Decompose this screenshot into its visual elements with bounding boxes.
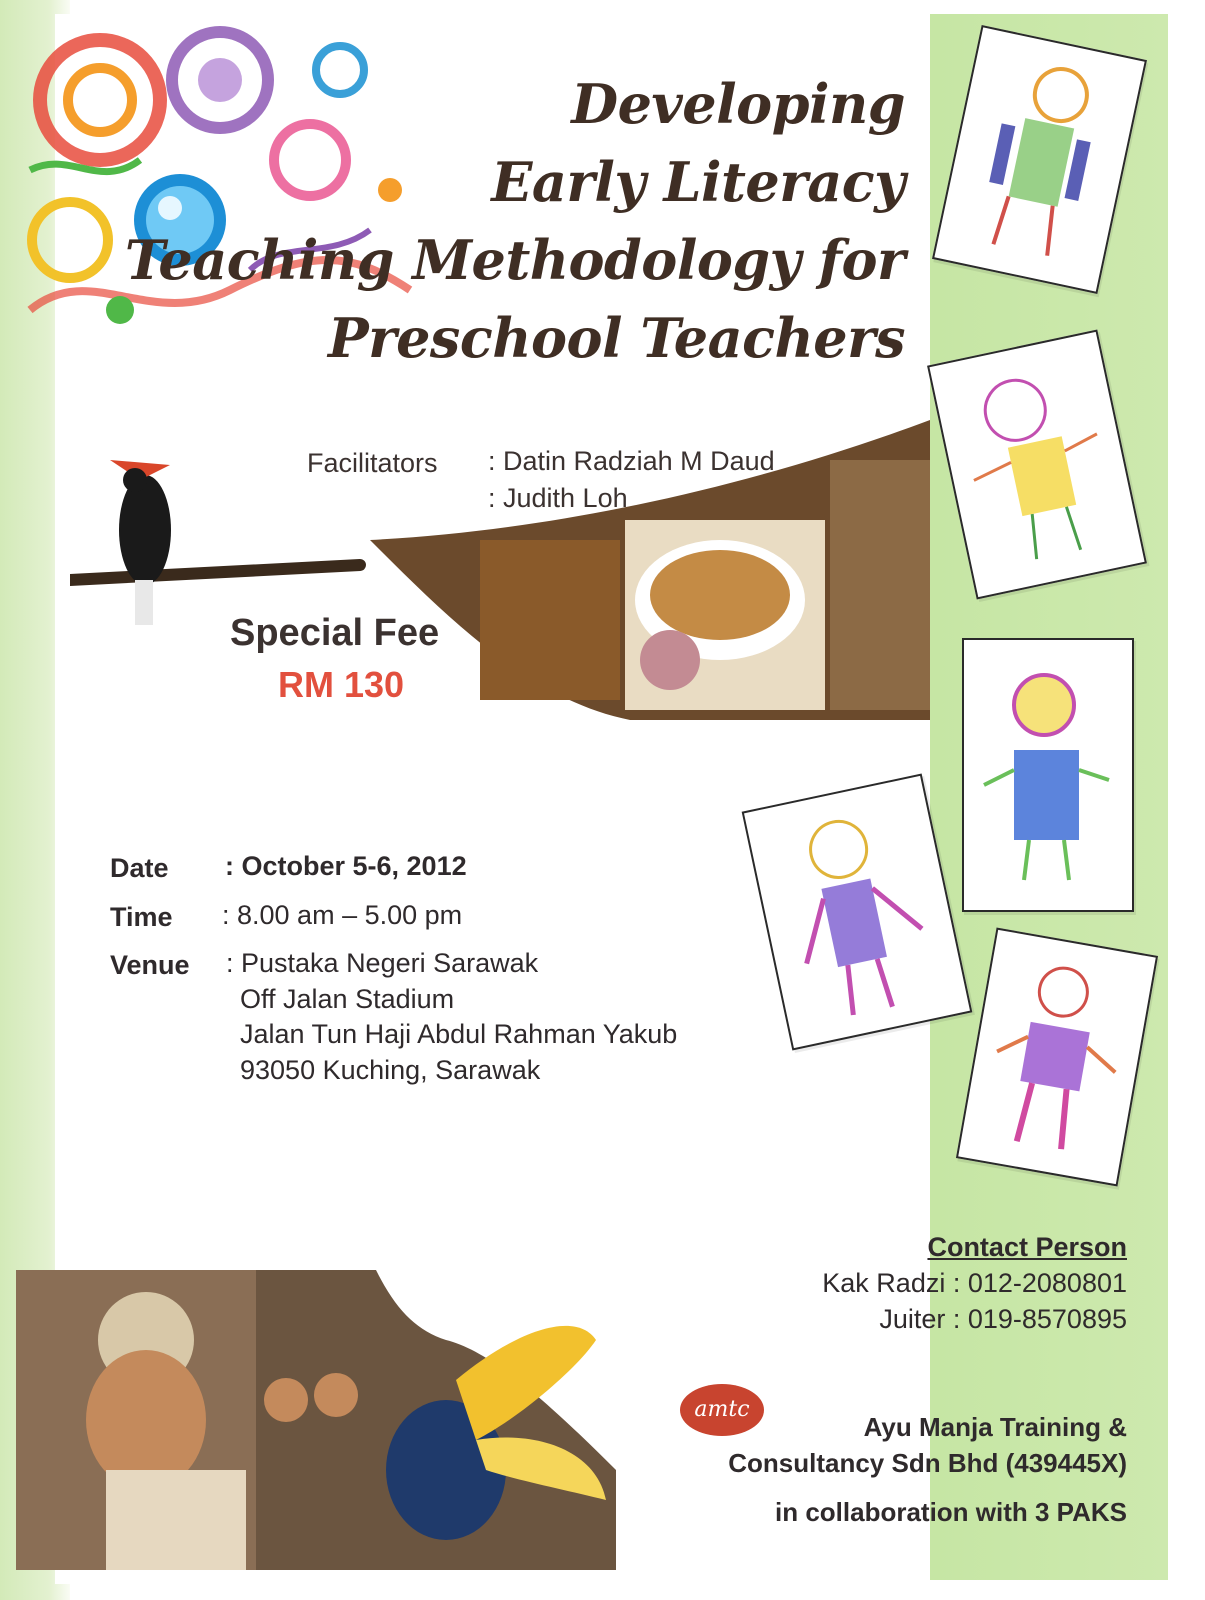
title-line-2: Early Literacy xyxy=(491,150,905,214)
hornbill-bird xyxy=(119,475,171,585)
title-line-4: Preschool Teachers xyxy=(328,306,905,370)
facilitator-name-2: : Judith Loh xyxy=(488,483,628,513)
time-value: : 8.00 am – 5.00 pm xyxy=(222,900,463,930)
decorative-swirl-art xyxy=(10,10,450,350)
orangutan-photo xyxy=(480,540,620,700)
facilitators-label: Facilitators xyxy=(307,448,438,478)
company-name-line-1: Ayu Manja Training & xyxy=(863,1412,1127,1442)
venue-line-2: Off Jalan Stadium xyxy=(240,984,455,1014)
contact-juiter: Juiter : 019-8570895 xyxy=(879,1304,1127,1334)
branch xyxy=(70,565,360,580)
date-label: Date xyxy=(110,853,169,883)
title-line-1: Developing xyxy=(571,72,905,136)
amtc-logo: amtc xyxy=(680,1384,764,1436)
special-fee-amount: RM 130 xyxy=(278,664,405,705)
venue-line-4: 93050 Kuching, Sarawak xyxy=(240,1055,541,1085)
contact-kak-radzi: Kak Radzi : 012-2080801 xyxy=(822,1268,1127,1298)
venue-label: Venue xyxy=(110,950,190,980)
title-line-3: Teaching Methodology for xyxy=(124,228,905,292)
special-fee-label: Special Fee xyxy=(230,612,440,654)
contact-person-heading: Contact Person xyxy=(927,1232,1127,1262)
cultural-dancer-photo xyxy=(16,1270,616,1570)
time-label: Time xyxy=(110,902,173,932)
company-name-line-2: Consultancy Sdn Bhd (439445X) xyxy=(728,1448,1127,1478)
child-drawing-3 xyxy=(962,638,1134,912)
venue-line-1: : Pustaka Negeri Sarawak xyxy=(226,948,539,978)
collaboration-line: in collaboration with 3 PAKS xyxy=(775,1497,1127,1527)
facilitator-name-1: : Datin Radziah M Daud xyxy=(488,446,775,476)
date-value: : October 5-6, 2012 xyxy=(225,851,467,881)
longhouse-photo xyxy=(830,460,930,710)
venue-line-3: Jalan Tun Haji Abdul Rahman Yakub xyxy=(240,1019,678,1049)
